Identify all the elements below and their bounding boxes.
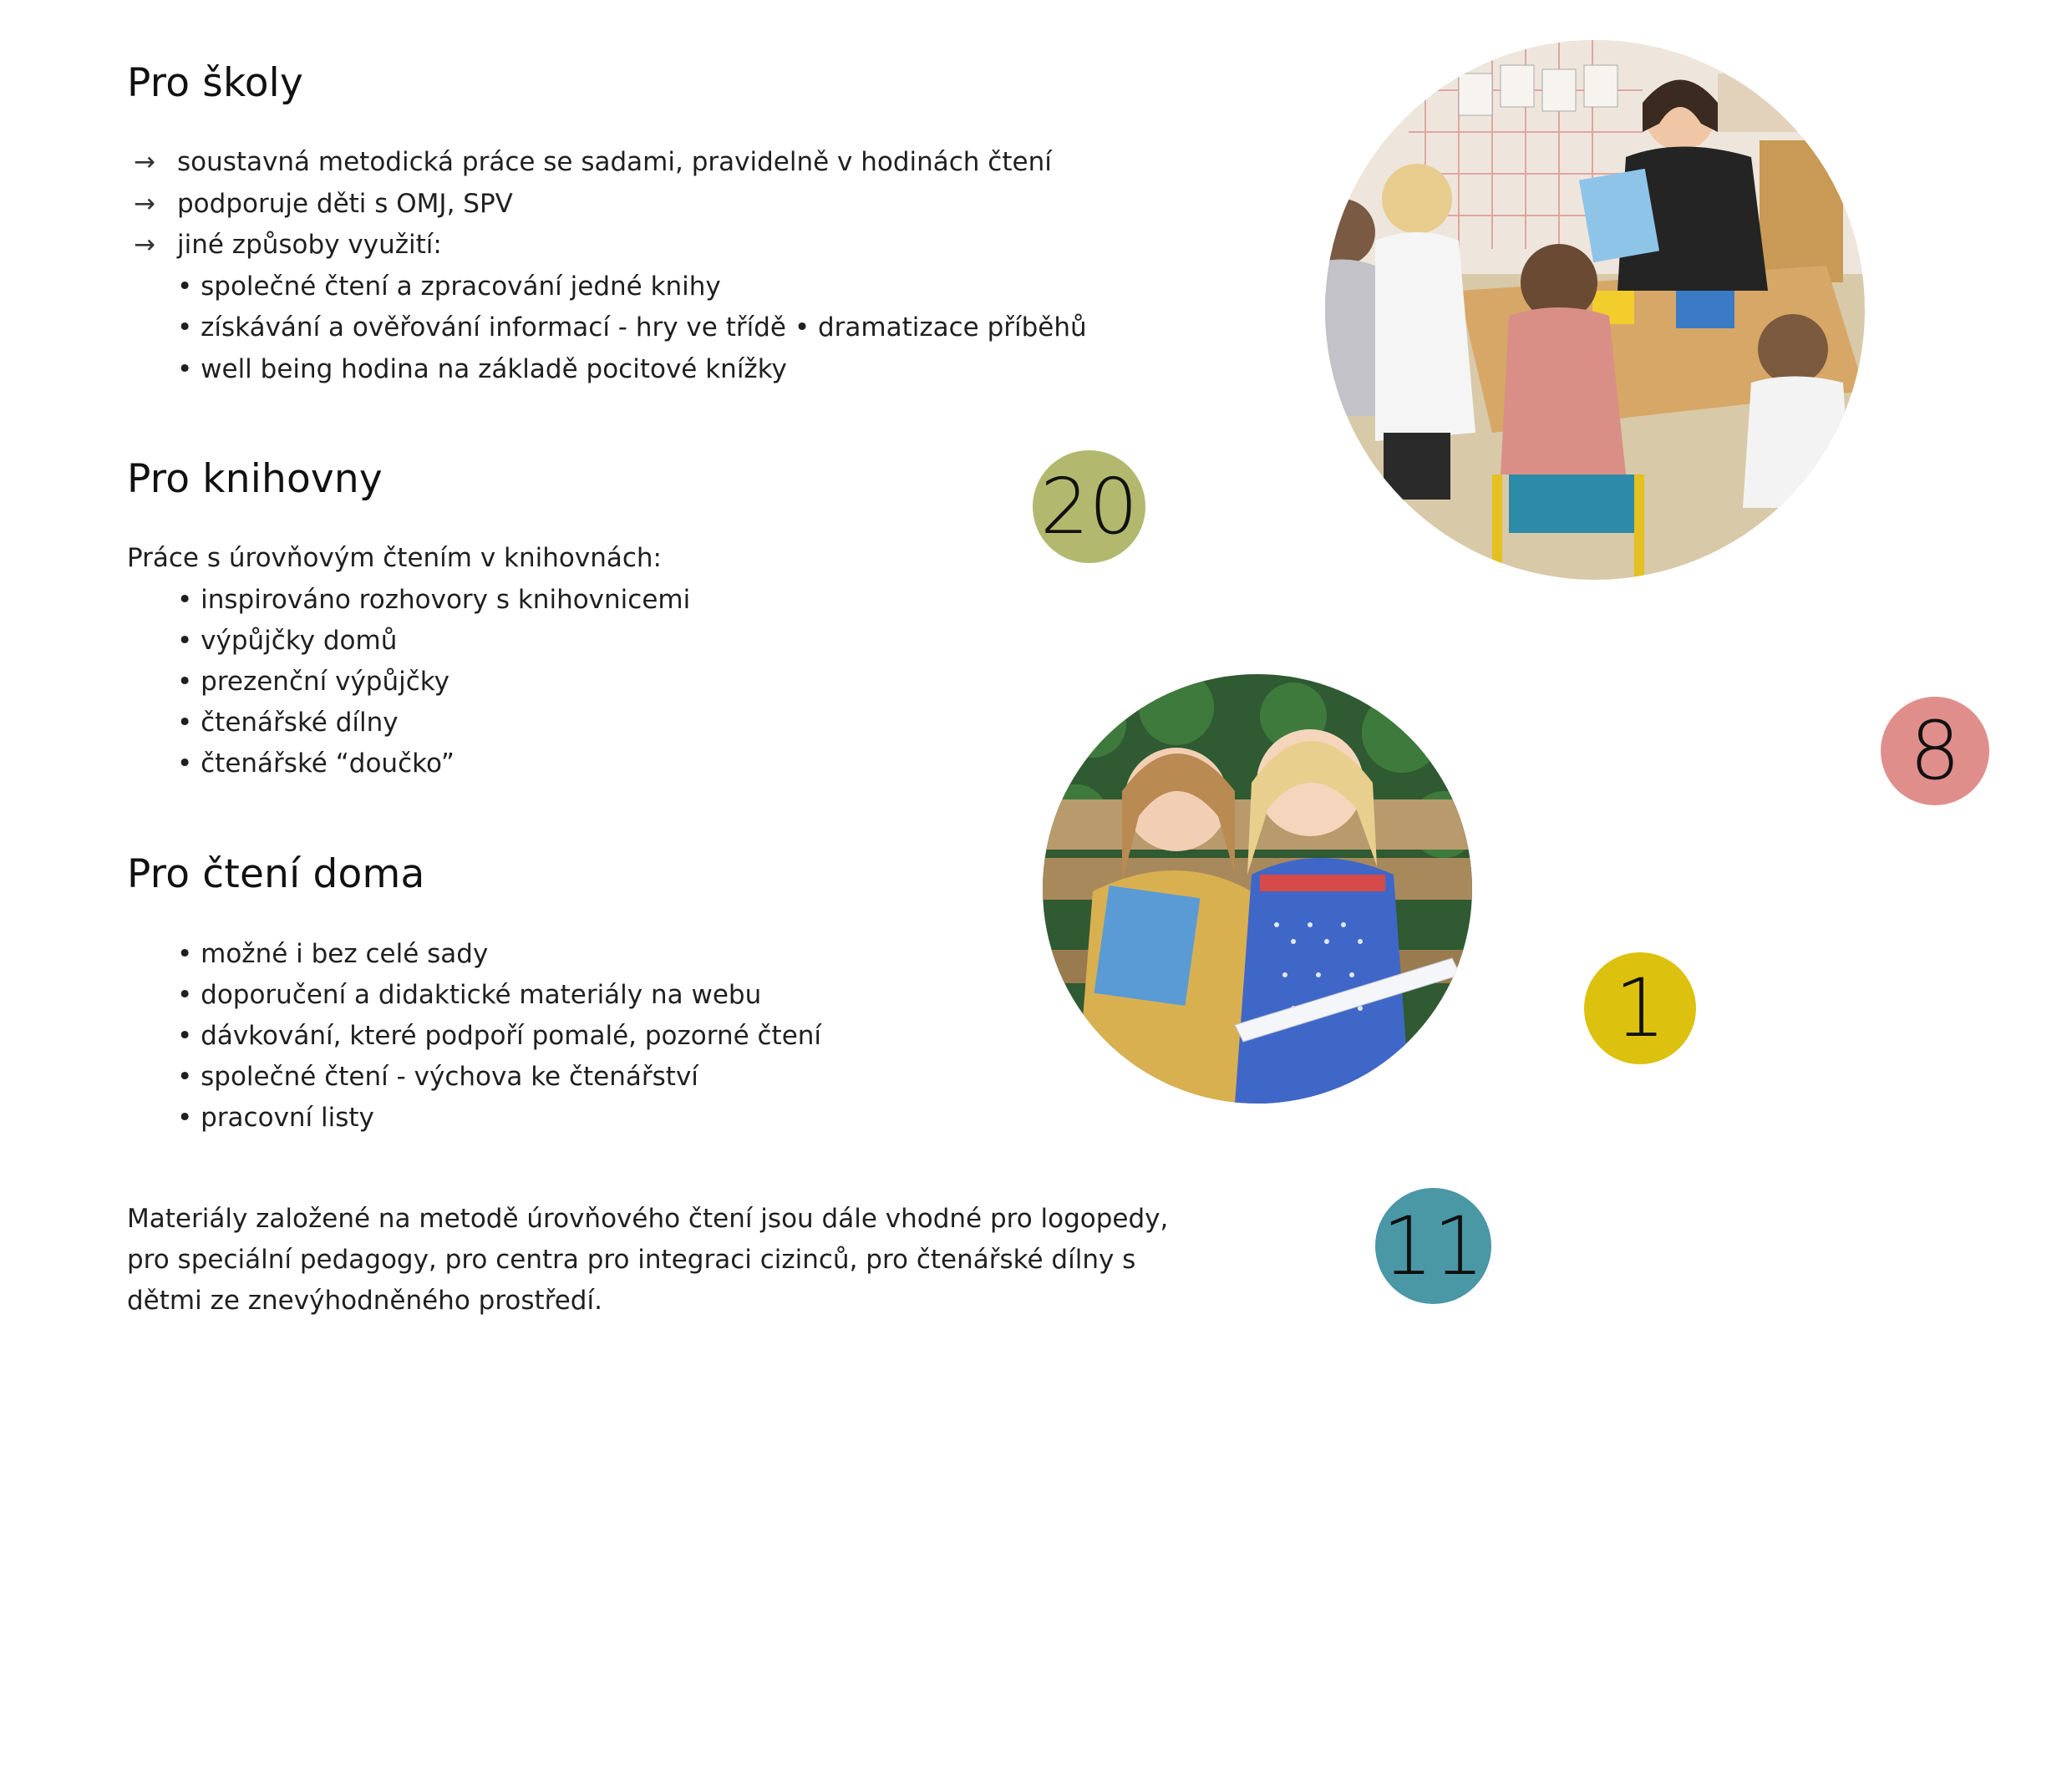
list-item: • well being hodina na základě pocitové knížky: [177, 354, 787, 384]
list-item: • výpůjčky domů: [177, 626, 398, 656]
number-badge: 1: [1584, 952, 1696, 1064]
list-item: • získávání a ověřování informací - hry ve třídě • dramatizace příběhů: [177, 312, 1087, 343]
closing-paragraph: Materiály založené na metodě úrovňového čtení jsou dále vhodné pro logopedy, pro speciální pedagogy, pro centra pro integraci cizinců, pro čtenářské dílny s dětmi ze znevýhodněného prostředí.: [127, 1204, 1169, 1316]
list-item: podporuje děti s OMJ, SPV: [177, 189, 513, 219]
list-item: • společné čtení a zpracování jedné knihy: [177, 271, 721, 302]
list-item: • doporučení a didaktické materiály na webu: [177, 980, 762, 1010]
girls-reading-photo: [1043, 674, 1472, 1104]
arrow-icon: →: [134, 189, 155, 219]
list-item: • společné čtení - výchova ke čtenářství: [177, 1062, 698, 1092]
list-item: • čtenářské “doučko”: [177, 748, 455, 779]
list-item: • dávkování, které podpoří pomalé, pozorné čtení: [177, 1021, 822, 1051]
list-item: • inspirováno rozhovory s knihovnicemi: [177, 585, 691, 615]
section-title-schools: Pro školy: [127, 60, 303, 106]
list-item: jiné způsoby využití:: [177, 230, 442, 260]
arrow-icon: →: [134, 230, 155, 260]
number-badge: 11: [1375, 1188, 1491, 1304]
number-badge: 20: [1033, 450, 1145, 563]
list-item: • pracovní listy: [177, 1103, 374, 1133]
section-title-home: Pro čtení doma: [127, 851, 425, 897]
list-item: • prezenční výpůjčky: [177, 667, 449, 697]
libraries-intro: Práce s úrovňovým čtením v knihovnách:: [127, 543, 662, 573]
classroom-photo: [1325, 40, 1865, 580]
number-badge: 8: [1881, 697, 1989, 805]
list-item: • možné i bez celé sady: [177, 939, 489, 969]
arrow-icon: →: [134, 147, 155, 177]
list-item: • čtenářské dílny: [177, 708, 399, 738]
section-title-libraries: Pro knihovny: [127, 456, 383, 502]
list-item: soustavná metodická práce se sadami, pravidelně v hodinách čtení: [177, 147, 1052, 177]
